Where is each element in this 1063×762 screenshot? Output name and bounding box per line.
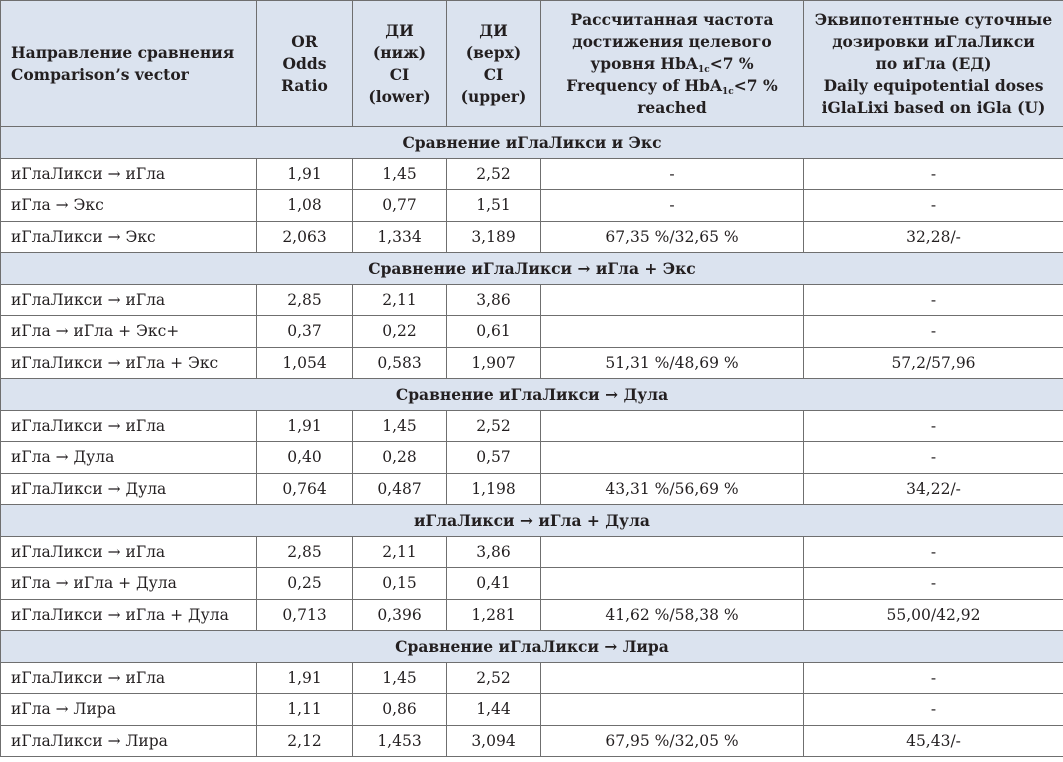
cell-frequency bbox=[541, 442, 804, 474]
cell-frequency: 67,35 %/32,65 % bbox=[541, 221, 804, 253]
header-or-line: OR bbox=[291, 31, 318, 51]
cell-comparison: иГлаЛикси → иГла + Дула bbox=[1, 599, 257, 631]
header-or-line: Ratio bbox=[281, 75, 328, 95]
table-header-row bbox=[1, 1, 1063, 127]
cell-ci-upper: 2,52 bbox=[447, 158, 541, 190]
cell-ci-lower: 1,45 bbox=[353, 410, 447, 442]
table-row bbox=[1, 694, 1063, 726]
cell-ci-lower: 2,11 bbox=[353, 536, 447, 568]
cell-doses: 45,43/- bbox=[804, 725, 1063, 757]
table-row bbox=[1, 599, 1063, 631]
cell-ci-lower: 0,583 bbox=[353, 347, 447, 379]
cell-doses: - bbox=[804, 190, 1063, 222]
cell-comparison: иГлаЛикси → иГла bbox=[1, 284, 257, 316]
header-frequency-line: reached bbox=[637, 97, 707, 117]
cell-or: 2,85 bbox=[257, 284, 353, 316]
header-ci-upper-line: (upper) bbox=[460, 86, 527, 106]
table-row bbox=[1, 284, 1063, 316]
header-ci-lower-line: CI bbox=[389, 64, 410, 84]
cell-or: 0,25 bbox=[257, 568, 353, 600]
header-frequency bbox=[541, 1, 804, 127]
header-frequency-line: Рассчитанная частота bbox=[570, 9, 774, 29]
section-header-row bbox=[1, 127, 1063, 159]
header-doses-line: по иГла (ЕД) bbox=[875, 53, 992, 73]
section-title: иГлаЛикси → иГла + Дула bbox=[1, 505, 1063, 537]
cell-comparison: иГлаЛикси → Экс bbox=[1, 221, 257, 253]
cell-comparison: иГлаЛикси → Дула bbox=[1, 473, 257, 505]
section-title: Сравнение иГлаЛикси → иГла + Экс bbox=[1, 253, 1063, 285]
cell-frequency bbox=[541, 536, 804, 568]
cell-doses: - bbox=[804, 410, 1063, 442]
cell-or: 2,063 bbox=[257, 221, 353, 253]
cell-ci-lower: 1,453 bbox=[353, 725, 447, 757]
cell-comparison: иГлаЛикси → иГла bbox=[1, 158, 257, 190]
cell-doses: 57,2/57,96 bbox=[804, 347, 1063, 379]
cell-or: 2,85 bbox=[257, 536, 353, 568]
section-header-row bbox=[1, 631, 1063, 663]
cell-or: 0,37 bbox=[257, 316, 353, 348]
header-doses-line: дозировки иГлаЛикси bbox=[832, 31, 1035, 51]
header-ci-upper-line: CI bbox=[483, 64, 504, 84]
cell-ci-upper: 0,57 bbox=[447, 442, 541, 474]
cell-ci-upper: 3,86 bbox=[447, 284, 541, 316]
header-ci-lower-line: ДИ bbox=[385, 20, 414, 40]
cell-ci-lower: 2,11 bbox=[353, 284, 447, 316]
cell-comparison: иГла → Лира bbox=[1, 694, 257, 726]
table-row bbox=[1, 221, 1063, 253]
cell-frequency: 67,95 %/32,05 % bbox=[541, 725, 804, 757]
cell-comparison: иГлаЛикси → иГла + Экс bbox=[1, 347, 257, 379]
cell-ci-upper: 1,44 bbox=[447, 694, 541, 726]
cell-or: 0,40 bbox=[257, 442, 353, 474]
cell-or: 1,11 bbox=[257, 694, 353, 726]
cell-frequency bbox=[541, 662, 804, 694]
table-row bbox=[1, 442, 1063, 474]
cell-doses: - bbox=[804, 442, 1063, 474]
cell-ci-lower: 0,396 bbox=[353, 599, 447, 631]
table-row bbox=[1, 158, 1063, 190]
header-ci-lower-line: (lower) bbox=[368, 86, 431, 106]
header-comparison bbox=[1, 1, 257, 127]
header-ci-lower-line: (ниж) bbox=[372, 42, 427, 62]
cell-frequency bbox=[541, 694, 804, 726]
cell-frequency: - bbox=[541, 158, 804, 190]
cell-comparison: иГла → Дула bbox=[1, 442, 257, 474]
cell-ci-upper: 3,189 bbox=[447, 221, 541, 253]
header-doses-line: iGlaLixi based on iGla (U) bbox=[821, 97, 1046, 117]
cell-frequency bbox=[541, 316, 804, 348]
cell-ci-upper: 2,52 bbox=[447, 662, 541, 694]
cell-doses: - bbox=[804, 536, 1063, 568]
cell-frequency bbox=[541, 284, 804, 316]
cell-doses: - bbox=[804, 568, 1063, 600]
header-comparison-en: Comparison’s vector bbox=[11, 64, 189, 84]
cell-or: 0,764 bbox=[257, 473, 353, 505]
cell-ci-lower: 0,15 bbox=[353, 568, 447, 600]
cell-frequency bbox=[541, 410, 804, 442]
header-ci-lower bbox=[353, 1, 447, 127]
header-doses-line: Эквипотентные суточные bbox=[814, 9, 1053, 29]
table-row bbox=[1, 410, 1063, 442]
cell-frequency: 43,31 %/56,69 % bbox=[541, 473, 804, 505]
cell-comparison: иГла → иГла + Дула bbox=[1, 568, 257, 600]
cell-ci-upper: 0,61 bbox=[447, 316, 541, 348]
cell-frequency: 41,62 %/58,38 % bbox=[541, 599, 804, 631]
header-or bbox=[257, 1, 353, 127]
table-row bbox=[1, 316, 1063, 348]
section-header-row bbox=[1, 379, 1063, 411]
table-row bbox=[1, 725, 1063, 757]
cell-ci-lower: 0,77 bbox=[353, 190, 447, 222]
cell-or: 1,91 bbox=[257, 410, 353, 442]
cell-frequency: 51,31 %/48,69 % bbox=[541, 347, 804, 379]
cell-ci-lower: 1,45 bbox=[353, 158, 447, 190]
cell-ci-upper: 3,094 bbox=[447, 725, 541, 757]
table-row bbox=[1, 473, 1063, 505]
cell-ci-lower: 1,334 bbox=[353, 221, 447, 253]
header-or-line: Odds bbox=[282, 53, 327, 73]
cell-ci-upper: 1,51 bbox=[447, 190, 541, 222]
header-doses-line: Daily equipotential doses bbox=[823, 75, 1044, 95]
section-title: Сравнение иГлаЛикси и Экс bbox=[1, 127, 1063, 159]
cell-ci-upper: 1,198 bbox=[447, 473, 541, 505]
table-row bbox=[1, 662, 1063, 694]
section-header-row bbox=[1, 505, 1063, 537]
header-frequency-line: уровня HbA$_{1c}$<7 % bbox=[590, 53, 754, 75]
cell-frequency bbox=[541, 568, 804, 600]
cell-comparison: иГла → Экс bbox=[1, 190, 257, 222]
cell-or: 1,91 bbox=[257, 158, 353, 190]
cell-doses: - bbox=[804, 284, 1063, 316]
cell-comparison: иГлаЛикси → иГла bbox=[1, 536, 257, 568]
header-doses bbox=[804, 1, 1063, 127]
cell-or: 1,054 bbox=[257, 347, 353, 379]
cell-ci-lower: 0,28 bbox=[353, 442, 447, 474]
cell-ci-lower: 0,22 bbox=[353, 316, 447, 348]
section-header-row bbox=[1, 253, 1063, 285]
header-frequency-line: достижения целевого bbox=[572, 31, 772, 51]
header-ci-upper-line: ДИ bbox=[479, 20, 508, 40]
cell-or: 1,08 bbox=[257, 190, 353, 222]
header-ci-upper bbox=[447, 1, 541, 127]
cell-ci-upper: 1,281 bbox=[447, 599, 541, 631]
cell-ci-upper: 3,86 bbox=[447, 536, 541, 568]
header-comparison-ru: Направление сравнения bbox=[11, 42, 235, 62]
header-frequency-line: Frequency of HbA$_{1c}$<7 % bbox=[566, 75, 778, 97]
cell-ci-lower: 1,45 bbox=[353, 662, 447, 694]
cell-doses: - bbox=[804, 694, 1063, 726]
cell-ci-lower: 0,487 bbox=[353, 473, 447, 505]
cell-doses: 32,28/- bbox=[804, 221, 1063, 253]
cell-doses: - bbox=[804, 158, 1063, 190]
cell-ci-upper: 2,52 bbox=[447, 410, 541, 442]
cell-ci-lower: 0,86 bbox=[353, 694, 447, 726]
table-row bbox=[1, 536, 1063, 568]
header-ci-upper-line: (верх) bbox=[465, 42, 522, 62]
cell-or: 1,91 bbox=[257, 662, 353, 694]
cell-doses: - bbox=[804, 662, 1063, 694]
table-row bbox=[1, 568, 1063, 600]
section-title: Сравнение иГлаЛикси → Дула bbox=[1, 379, 1063, 411]
cell-doses: 55,00/42,92 bbox=[804, 599, 1063, 631]
cell-doses: - bbox=[804, 316, 1063, 348]
cell-ci-upper: 1,907 bbox=[447, 347, 541, 379]
table-row bbox=[1, 190, 1063, 222]
cell-or: 0,713 bbox=[257, 599, 353, 631]
cell-comparison: иГлаЛикси → иГла bbox=[1, 662, 257, 694]
cell-or: 2,12 bbox=[257, 725, 353, 757]
cell-comparison: иГла → иГла + Экс+ bbox=[1, 316, 257, 348]
table-row bbox=[1, 347, 1063, 379]
section-title: Сравнение иГлаЛикси → Лира bbox=[1, 631, 1063, 663]
cell-doses: 34,22/- bbox=[804, 473, 1063, 505]
cell-comparison: иГлаЛикси → иГла bbox=[1, 410, 257, 442]
cell-comparison: иГлаЛикси → Лира bbox=[1, 725, 257, 757]
cell-ci-upper: 0,41 bbox=[447, 568, 541, 600]
cell-frequency: - bbox=[541, 190, 804, 222]
